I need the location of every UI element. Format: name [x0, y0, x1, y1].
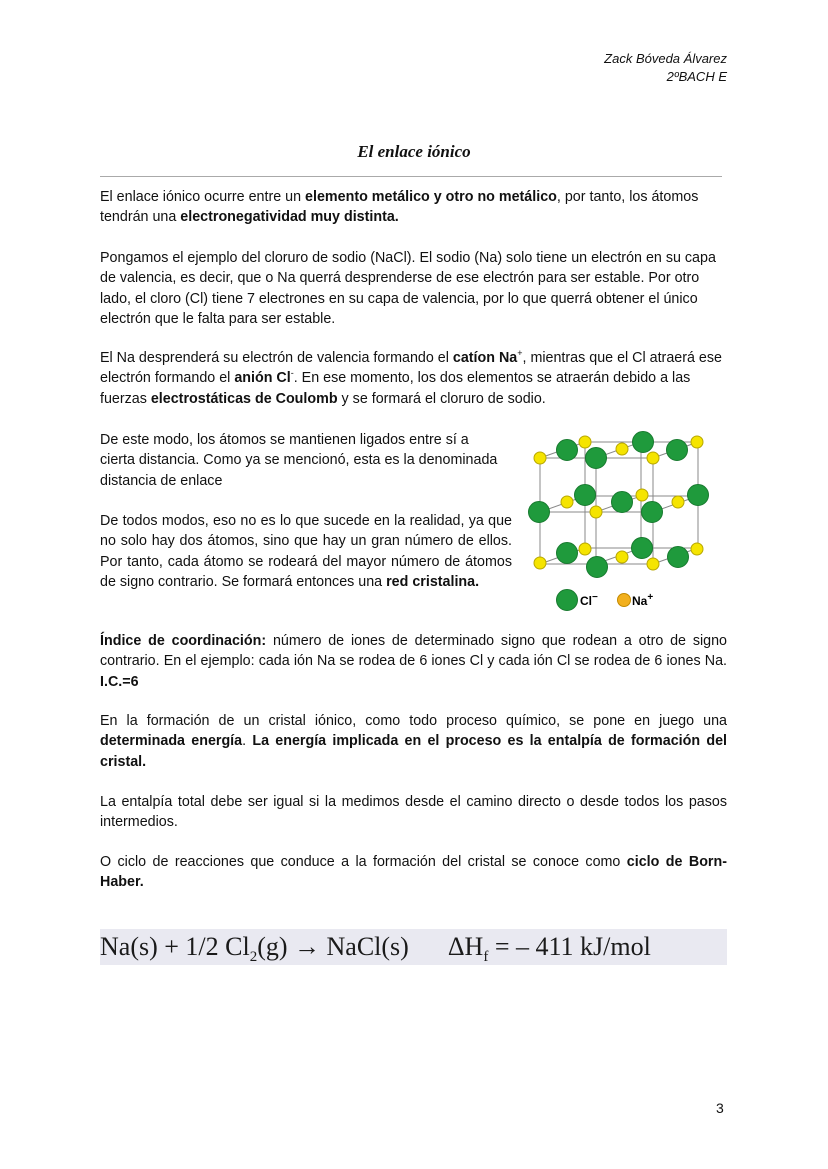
paragraph-coordination-index: Índice de coordinación: número de iones de determinado signo que rodean a otro de signo contrario. En el ejemplo: cada ión Na se rodea de 6 iones Cl y cada ión Cl se rodea de 6 iones Na. I.C.=6 — [100, 633, 727, 690]
cl-ion — [587, 557, 608, 578]
cl-ion — [668, 547, 689, 568]
paragraph-intro: El enlace iónico ocurre entre un elemento metálico y otro no metálico, por tanto, los átomos tendrán una electronegatividad muy distinta. — [100, 189, 699, 226]
na-ion — [579, 543, 591, 555]
legend-na-label: Na+ — [632, 592, 654, 608]
na-ion — [579, 436, 591, 448]
cl-ion — [633, 432, 654, 453]
formation-equation: Na(s) + 1/2 $Cl_2(g)$ → NaCl(s) $\Delta H_f$ = – 411 kJ/mol — [100, 929, 727, 965]
header-author: Zack Bóveda Álvarez — [604, 51, 727, 66]
cl-ion — [557, 440, 578, 461]
paragraph-bond-distance: De este modo, los átomos se mantienen ligados entre sí a cierta distancia. Como ya se mencionó, esta es la denominada distancia de enlace — [100, 432, 498, 489]
na-ion — [691, 543, 703, 555]
cl-ion — [688, 485, 709, 506]
cl-ion — [557, 543, 578, 564]
na-ion — [691, 436, 703, 448]
na-ion — [590, 506, 602, 518]
cl-ion — [586, 448, 607, 469]
na-ion — [616, 551, 628, 563]
page-number: 3 — [716, 1100, 724, 1116]
na-ion — [647, 452, 659, 464]
paragraph-born-haber: O ciclo de reacciones que conduce a la formación del cristal se conoce como ciclo de Born-Haber. — [100, 854, 727, 891]
na-ion — [672, 496, 684, 508]
paragraph-energy: En la formación de un cristal iónico, como todo proceso químico, se pone en juego una determinada energía. La energía implicada en el proceso es la entalpía de formación del cristal. — [100, 713, 728, 770]
paragraph-crystal-lattice: De todos modos, eso no es lo que sucede en la realidad, ya que no solo hay dos átomos, sino que hay un gran número de ellos. Por tanto, cada átomo se rodeará del mayor número de átomos de signo contrario. Se formará entonces una red cristalina. — [100, 513, 512, 590]
header-group: 2ºBACH E — [666, 69, 727, 84]
cl-ion — [642, 502, 663, 523]
na-ion — [636, 489, 648, 501]
legend-na-icon — [618, 594, 631, 607]
na-ion — [534, 452, 546, 464]
na-ion — [647, 558, 659, 570]
paragraph-ions: El Na desprenderá su electrón de valencia formando el catíon Na+, mientras que el Cl atraerá ese electrón formando el anión Cl-. En ese momento, los dos elementos se atraerán debido a las fuerzas electrostáticas de Coulomb y se formará el cloruro de sodio. — [100, 348, 722, 407]
cl-ion — [667, 440, 688, 461]
na-ion — [534, 557, 546, 569]
legend-cl-label: Cl− — [580, 592, 598, 608]
paragraph-enthalpy: La entalpía total debe ser igual si la medimos desde el camino directo o desde todos los pasos intermedios. — [100, 794, 727, 831]
na-ion — [616, 443, 628, 455]
cl-ion — [632, 538, 653, 559]
cl-ion — [575, 485, 596, 506]
page-title: El enlace iónico — [357, 142, 471, 161]
na-ion — [561, 496, 573, 508]
cl-ion — [612, 492, 633, 513]
legend-cl-icon — [557, 590, 578, 611]
paragraph-nacl-example: Pongamos el ejemplo del cloruro de sodio (NaCl). El sodio (Na) solo tiene un electrón en su capa de valencia, es decir, que o Na querrá desprenderse de ese electrón para ser estable. Por otro lado, el cloro (Cl) tiene 7 electrones en su capa de valencia, por lo que querrá obtener el único electrón que le falta para ser estable. — [100, 250, 716, 327]
cl-ion — [529, 502, 550, 523]
